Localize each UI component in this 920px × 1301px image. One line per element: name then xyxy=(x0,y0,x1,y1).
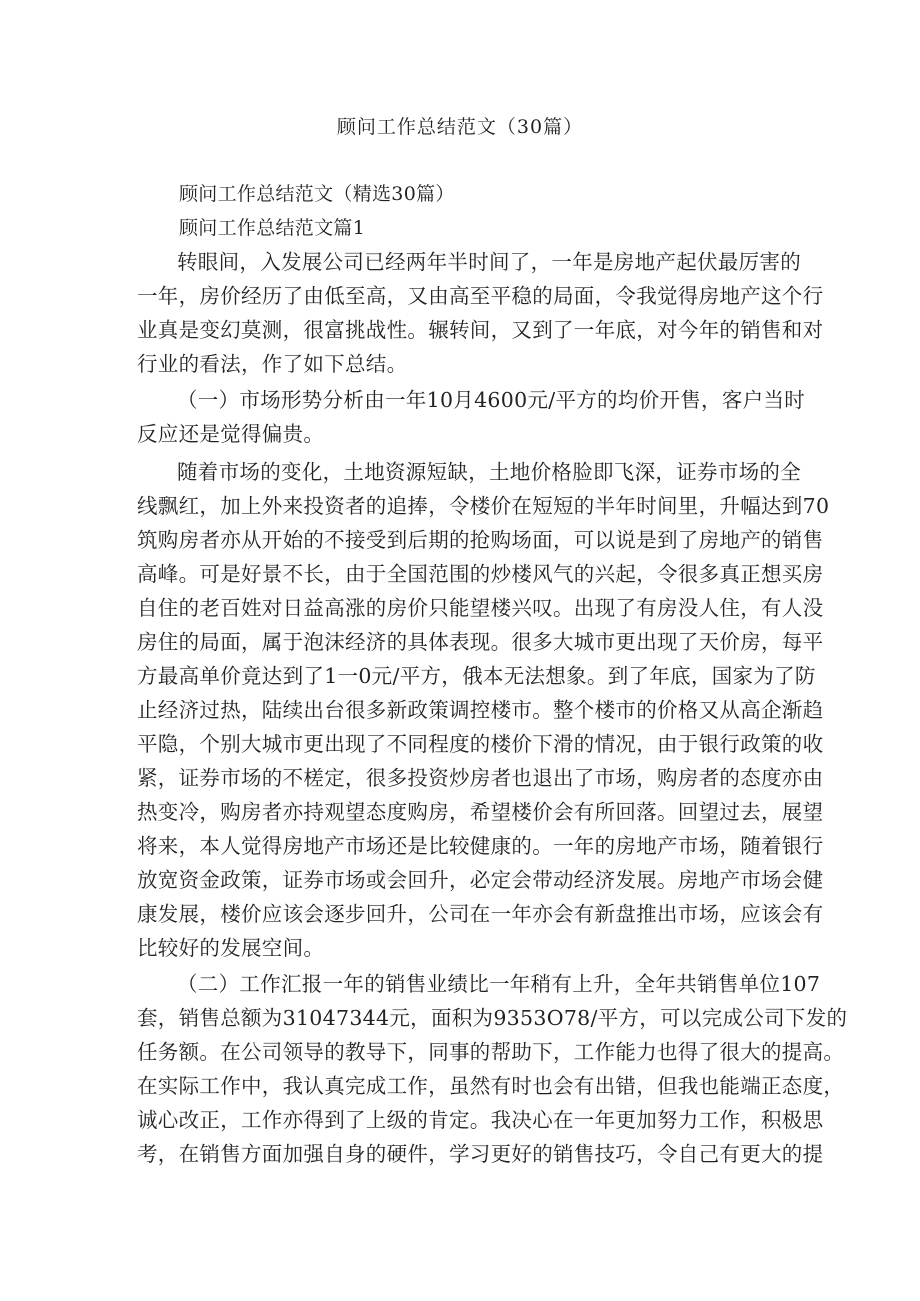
paragraph-line: 热变冷，购房者亦持观望态度购房，希望楼价会有所回落。回望过去，展望 xyxy=(137,800,824,824)
document-title: 顾问工作总结范文（30篇） xyxy=(336,116,584,138)
paragraph-line: 线飘红，加上外来投资者的追捧，令楼价在短短的半年时间里，升幅达到70 xyxy=(137,494,830,518)
paragraph-line: 平隐，个别大城市更出现了不同程度的楼价下滑的情况，由于银行政策的收 xyxy=(137,732,824,756)
paragraph-line: （二）工作汇报一年的销售业绩比一年稍有上升，全年共销售单位107 xyxy=(177,972,821,996)
document-subtitle: 顾问工作总结范文（精选30篇） xyxy=(179,183,455,205)
paragraph-line: 筑购房者亦从开始的不接受到后期的抢购场面，可以说是到了房地产的销售 xyxy=(137,528,824,552)
paragraph-line: 紧，证券市场的不槎定，很多投资炒房者也退出了市场，购房者的态度亦由 xyxy=(137,766,824,790)
paragraph-line: 房住的局面，属于泡沫经济的具体表现。很多大城市更出现了天价房，每平 xyxy=(137,630,824,654)
paragraph-line: 康发展，楼价应该会逐步回升，公司在一年亦会有新盘推出市场，应该会有 xyxy=(137,902,824,926)
paragraph-line: 比较好的发展空间。 xyxy=(137,936,325,960)
paragraph-line: 套，销售总额为31047344元，面积为9353O78/平方，可以完成公司下发的 xyxy=(137,1006,848,1030)
paragraph-line: 随着市场的变化，土地资源短缺，土地价格脸即飞深，证券市场的全 xyxy=(177,460,801,484)
paragraph-line: 将来，本人觉得房地产市场还是比较健康的。一年的房地产市场，随着银行 xyxy=(137,834,824,858)
paragraph-line: 一年，房价经历了由低至高，又由高至平稳的局面，令我觉得房地产这个行 xyxy=(137,284,824,308)
paragraph-line: 反应还是觉得偏贵。 xyxy=(137,422,325,446)
paragraph-line: 行业的看法，作了如下总结。 xyxy=(137,352,408,376)
paragraph-line: 业真是变幻莫测，很富挑战性。辗转间，又到了一年底，对今年的销售和对 xyxy=(137,318,824,342)
paragraph-line: 高峰。可是好景不长，由于全国范围的炒楼风气的兴起，令很多真正想买房 xyxy=(137,562,824,586)
paragraph-line: 在实际工作中，我认真完成工作，虽然有时也会有出错，但我也能端正态度， xyxy=(137,1074,845,1098)
section-heading: 顾问工作总结范文篇1 xyxy=(179,217,366,239)
paragraph-line: 方最高单价竟达到了1一0元/平方，俄本无法想象。到了年底，国家为了防 xyxy=(137,664,816,688)
paragraph-line: 自住的老百姓对日益高涨的房价只能望楼兴叹。出现了有房没人住，有人没 xyxy=(137,596,824,620)
paragraph-line: 考，在销售方面加强自身的硬件，学习更好的销售技巧，令自己有更大的提 xyxy=(137,1142,824,1166)
paragraph-line: 任务额。在公司领导的教导下，同事的帮助下，工作能力也得了很大的提高。 xyxy=(137,1040,845,1064)
paragraph-line: 止经济过热，陆续出台很多新政策调控楼市。整个楼市的价格又从高企渐趋 xyxy=(137,698,824,722)
paragraph-line: 转眼间，入发展公司已经两年半时间了，一年是房地产起伏最厉害的 xyxy=(177,250,801,274)
paragraph-line: 诚心改正，工作亦得到了上级的肯定。我决心在一年更加努力工作，积极思 xyxy=(137,1108,824,1132)
paragraph-line: （一）市场形势分析由一年10月4600元/平方的均价开售，客户当时 xyxy=(177,388,806,412)
paragraph-line: 放宽资金政策，证券市场或会回升，必定会带动经济发展。房地产市场会健 xyxy=(137,868,824,892)
